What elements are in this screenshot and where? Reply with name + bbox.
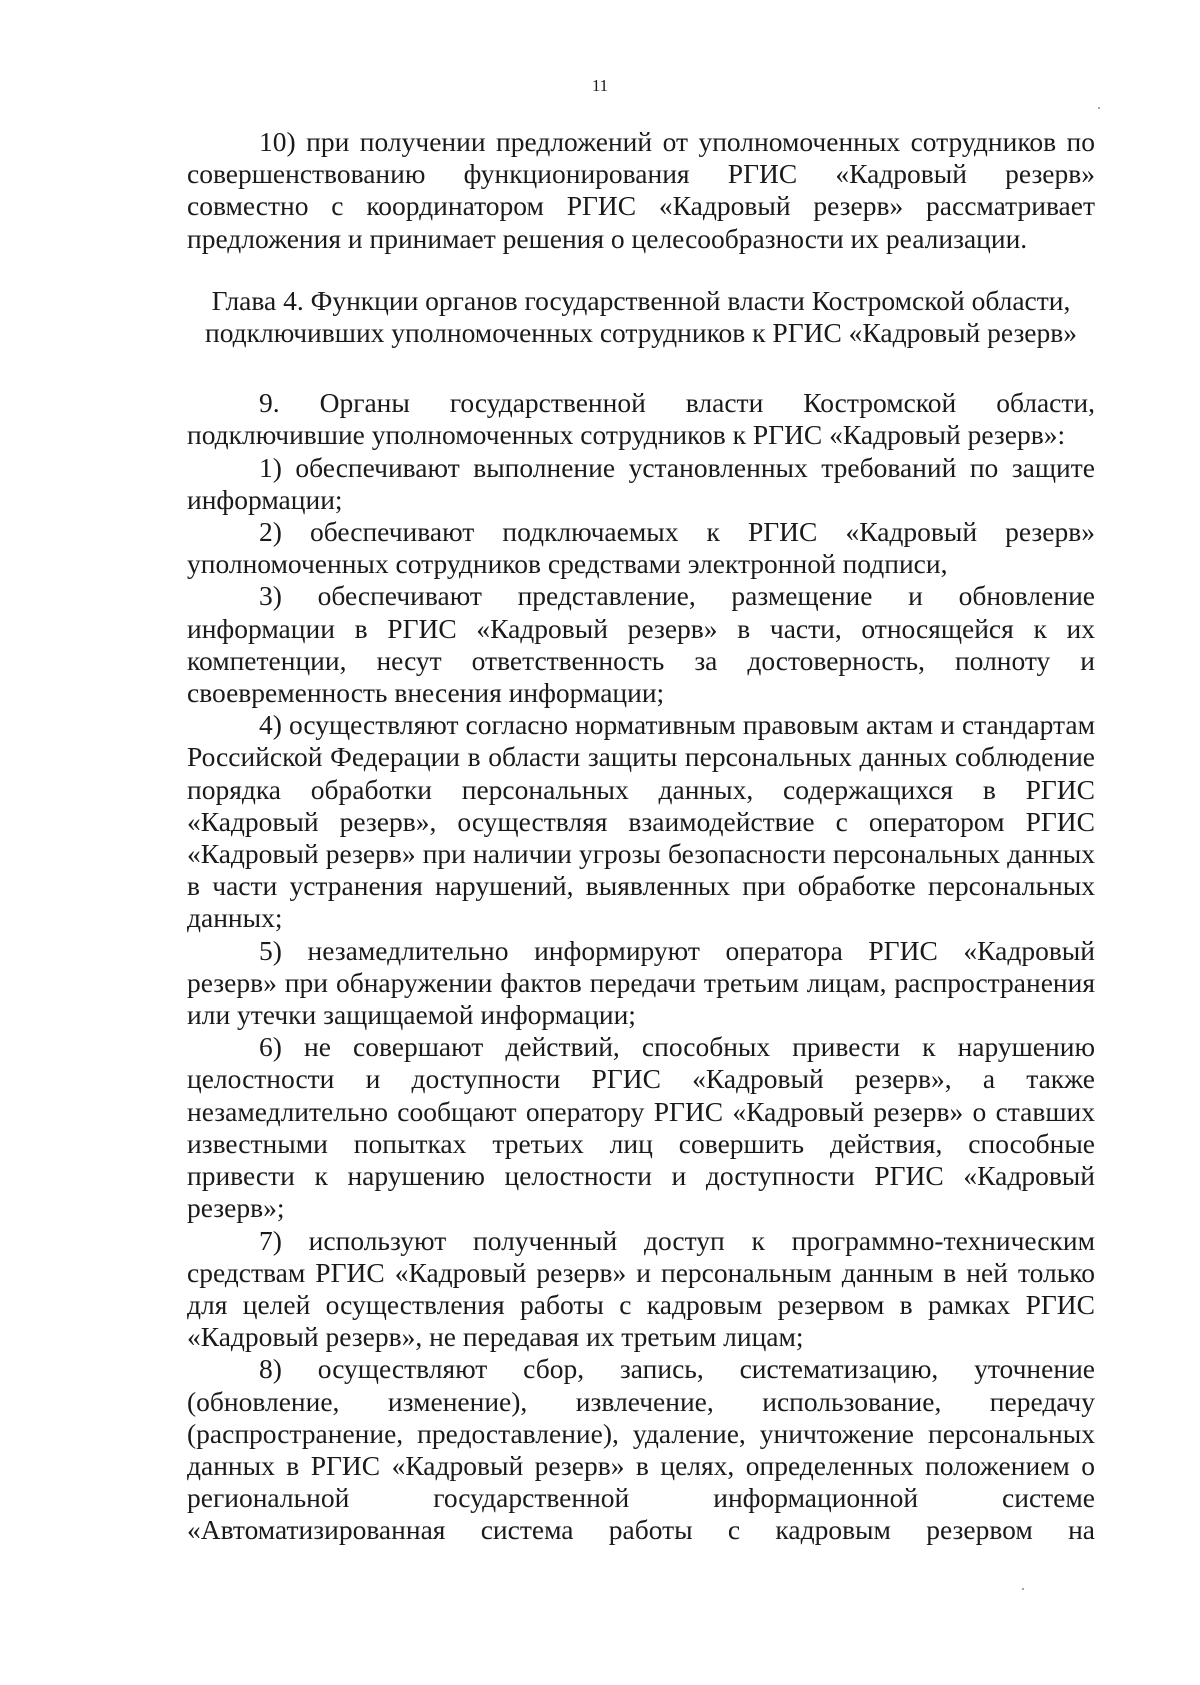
list-item-8: 8) осуществляют сбор, запись, систематизацию, уточнение (обновление, изменение), извлечение, использование, передачу (распространение, предоставление), удаление, уничтожение персональных данных в РГИС «Кадровый резерв» в целях, определенных положением о региональной государственной информационной системе «Автоматизированная система работы с кадровым резервом на — [187, 1353, 1095, 1546]
scan-artifact — [1098, 107, 1100, 109]
list-item-2: 2) обеспечивают подключаемых к РГИС «Кадровый резерв» уполномоченных сотрудников средствами электронной подписи, — [187, 516, 1095, 580]
list-item-5: 5) незамедлительно информируют оператора РГИС «Кадровый резерв» при обнаружении фактов передачи третьим лицам, распространения или утечки защищаемой информации; — [187, 934, 1095, 1031]
paragraph-item-10: 10) при получении предложений от уполномоченных сотрудников по совершенствованию функционирования РГИС «Кадровый резерв» совместно с координатором РГИС «Кадровый резерв» рассматривает предложения и принимает решения о целесообразности их реализации. — [187, 126, 1095, 254]
list-item-1: 1) обеспечивают выполнение установленных требований по защите информации; — [187, 451, 1095, 515]
section-9-intro: 9. Органы государственной власти Костромской области, подключившие уполномоченных сотрудников к РГИС «Кадровый резерв»: — [187, 387, 1095, 451]
list-item-3: 3) обеспечивают представление, размещение и обновление информации в РГИС «Кадровый резерв» в части, относящейся к их компетенции, несут ответственность за достоверность, полноту и своевременность внесения информации; — [187, 580, 1095, 709]
document-body — [187, 126, 1095, 1547]
list-item-4: 4) осуществляют согласно нормативным правовым актам и стандартам Российской Федерации в области защиты персональных данных соблюдение порядка обработки персональных данных, содержащихся в РГИС «Кадровый резерв», осуществляя взаимодействие с оператором РГИС «Кадровый резерв» при наличии угрозы безопасности персональных данных в части устранения нарушений, выявленных при обработке персональных данных; — [187, 709, 1095, 934]
chapter-heading-line-1: Глава 4. Функции органов государственной власти Костромской области, — [211, 284, 1071, 316]
chapter-heading — [187, 285, 1095, 349]
page-number: 11 — [591, 76, 609, 95]
chapter-heading-line-2: подключивших уполномоченных сотрудников к РГИС «Кадровый резерв» — [204, 317, 1077, 349]
list-item-7: 7) используют полученный доступ к программно-техническим средствам РГИС «Кадровый резерв» и персональным данным в ней только для целей осуществления работы с кадровым резервом в рамках РГИС «Кадровый резерв», не передавая их третьим лицам; — [187, 1224, 1095, 1353]
scan-artifact — [1022, 1588, 1024, 1590]
list-item-6: 6) не совершают действий, способных привести к нарушению целостности и доступности РГИС «Кадровый резерв», а также незамедлительно сообщают оператору РГИС «Кадровый резерв» о ставших известными попытках третьих лиц совершить действия, способные привести к нарушению целостности и доступности РГИС «Кадровый резерв»; — [187, 1031, 1095, 1224]
